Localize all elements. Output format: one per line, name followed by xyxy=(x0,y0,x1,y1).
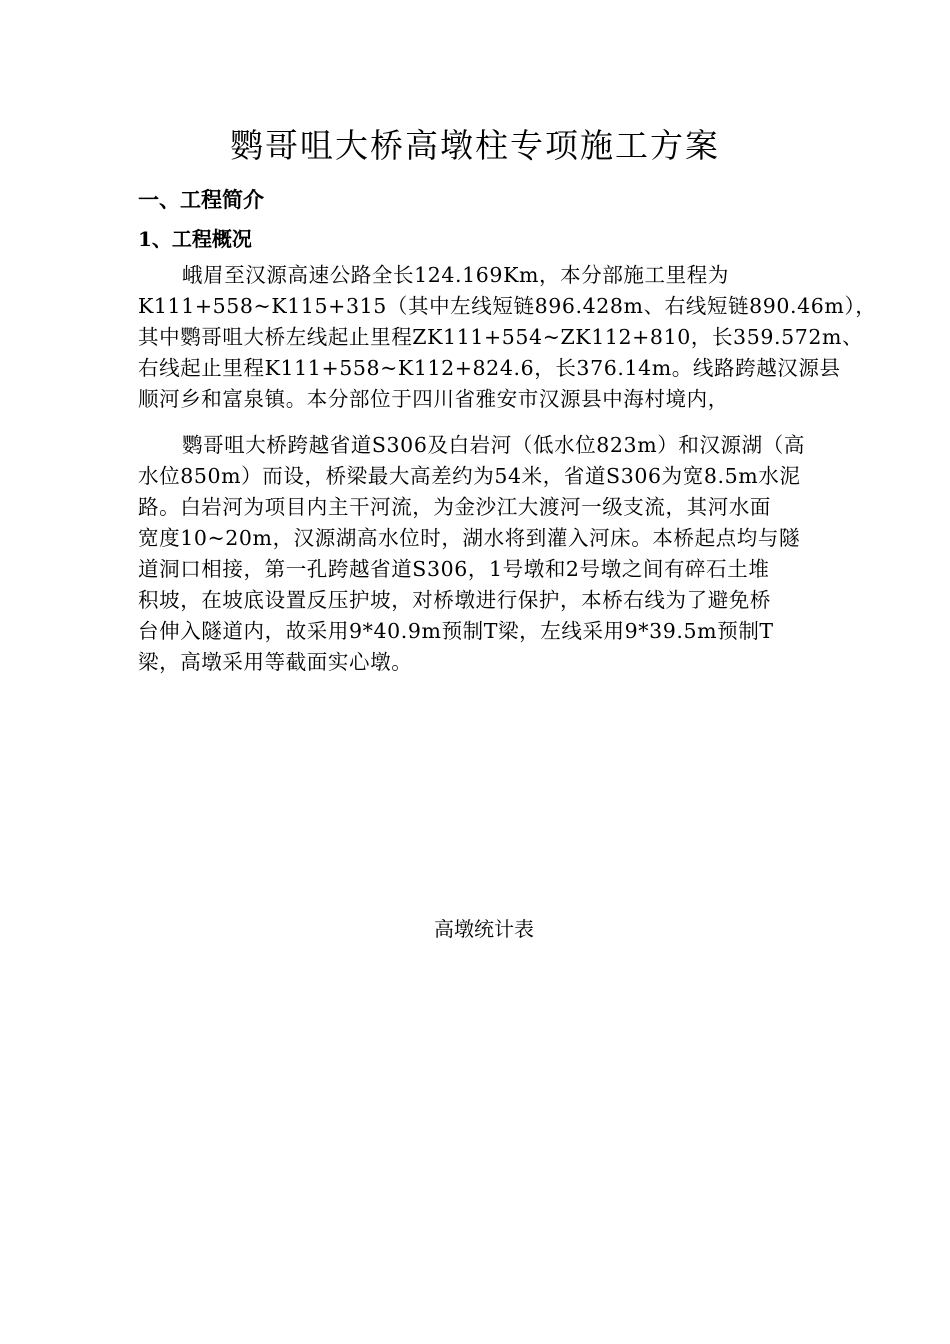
table-caption: 高墩统计表 xyxy=(434,917,534,941)
paragraph-route-overview xyxy=(138,260,877,415)
paragraph-line: 梁，高墩采用等截面实心墩。 xyxy=(138,650,413,674)
paragraph-line: 路。白岩河为项目内主干河流，为金沙江大渡河一级支流，其河水面 xyxy=(138,495,771,519)
paragraph-line: 水位850m）而设，桥梁最大高差约为54米，省道S306为宽8.5m水泥 xyxy=(138,464,801,488)
paragraph-line: 台伸入隧道内，故采用9*40.9m预制T梁，左线采用9*39.5m预制T xyxy=(138,619,774,643)
paragraph-line: 积坡，在坡底设置反压护坡，对桥墩进行保护，本桥右线为了避免桥 xyxy=(138,588,771,612)
subsection-heading-project-overview: 1、工程概况 xyxy=(138,227,252,251)
section-heading-project-intro: 一、工程简介 xyxy=(138,187,264,212)
paragraph-line: 道洞口相接，第一孔跨越省道S306，1号墩和2号墩之间有碎石土堆 xyxy=(138,557,770,581)
paragraph-line: 鹦哥咀大桥跨越省道S306及白岩河（低水位823m）和汉源湖（高 xyxy=(182,433,805,457)
paragraph-line: 峨眉至汉源高速公路全长124.169Km，本分部施工里程为 xyxy=(182,263,729,287)
paragraph-line: 右线起止里程K111+558~K112+824.6，长376.14m。线路跨越汉源县 xyxy=(138,356,841,380)
document-title: 鹦哥咀大桥高墩柱专项施工方案 xyxy=(230,126,720,165)
paragraph-line: 宽度10~20m，汉源湖高水位时，湖水将到灌入河床。本桥起点均与隧 xyxy=(138,526,801,550)
paragraph-bridge-description xyxy=(138,430,814,678)
paragraph-line: 其中鹦哥咀大桥左线起止里程ZK111+554~ZK112+810，长359.572m、 xyxy=(138,325,864,349)
paragraph-line: K111+558~K115+315（其中左线短链896.428m、右线短链890.46m）， xyxy=(138,294,877,318)
paragraph-line: 顺河乡和富泉镇。本分部位于四川省雅安市汉源县中海村境内， xyxy=(138,387,729,411)
